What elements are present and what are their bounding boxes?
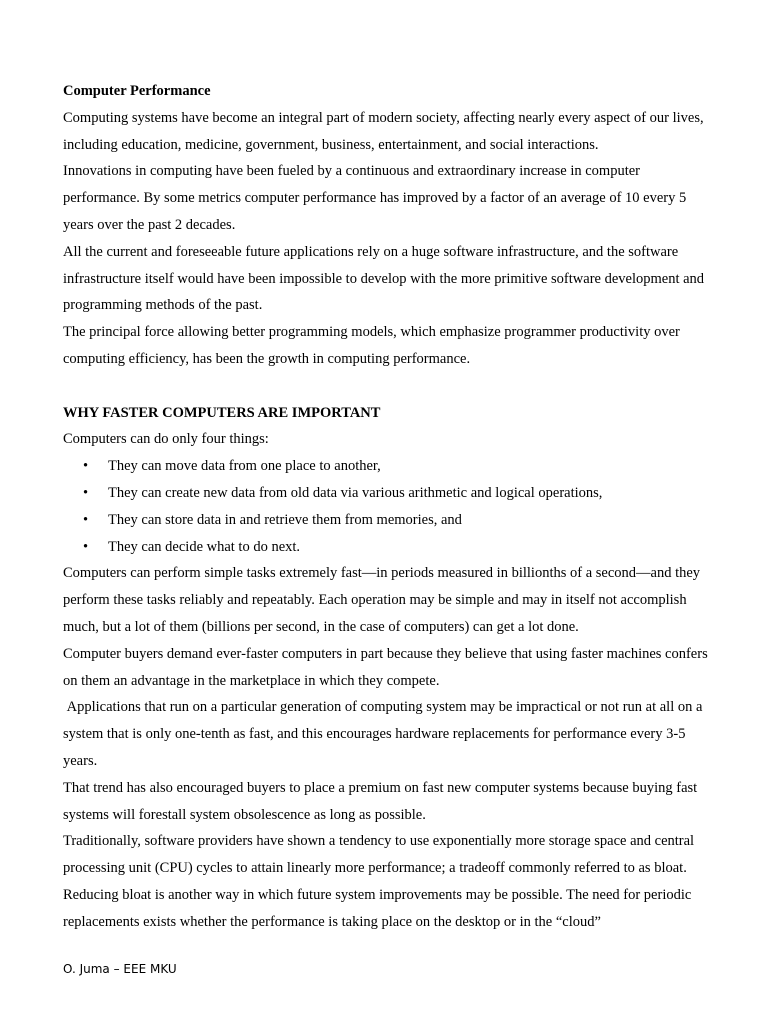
bullet-list <box>63 453 713 560</box>
bullet-text: They can create new data from old data via various arithmetic and logical operations, <box>108 484 603 501</box>
bullet-icon: • <box>83 538 89 555</box>
body-paragraph-2: Computer buyers demand ever-faster computers in part because they believe that using faster machines confers on them an advantage in the marketplace in which they compete. <box>63 645 708 689</box>
list-item <box>63 534 713 561</box>
body-paragraph-1: Computers can perform simple tasks extremely fast—in periods measured in billionths of a second—and they perform these tasks reliably and repeatably. Each operation may be simple and may in itself not accomplish much, but a lot of them (billions per second, in the case of computers) can get a lot done. <box>63 565 701 635</box>
list-item <box>63 480 713 507</box>
blank-line <box>63 373 713 400</box>
page-footer: O. Juma – EEE MKU <box>63 962 177 976</box>
body-paragraph-4: That trend has also encouraged buyers to place a premium on fast new computer systems because buying fast systems will forestall system obsolescence as long as possible. <box>63 779 698 823</box>
document-page <box>63 78 713 936</box>
bullet-text: They can store data in and retrieve them from memories, and <box>108 511 462 528</box>
document-title: Computer Performance <box>63 83 211 99</box>
body-paragraph-6: Reducing bloat is another way in which future system improvements may be possible. The need for periodic replacements exists whether the performance is taking place on the desktop or in the “cloud” <box>63 886 692 930</box>
bullet-icon: • <box>83 511 89 528</box>
intro-paragraph-4: The principal force allowing better programming models, which emphasize programmer productivity over computing efficiency, has been the growth in computing performance. <box>63 324 680 367</box>
bullet-text: They can decide what to do next. <box>108 538 301 555</box>
bullet-icon: • <box>83 484 89 501</box>
bullet-icon: • <box>83 458 89 475</box>
list-item <box>63 453 713 480</box>
list-item <box>63 507 713 534</box>
intro-paragraph-2: Innovations in computing have been fueled by a continuous and extraordinary increase in computer performance. By some metrics computer performance has improved by a factor of an average of 10 every 5 years over the past 2 decades. <box>63 163 687 233</box>
body-paragraph-5: Traditionally, software providers have shown a tendency to use exponentially more storage space and central processing unit (CPU) cycles to attain linearly more performance; a tradeoff commonly referred to as bloat. <box>63 833 695 877</box>
bullet-text: They can move data from one place to another, <box>108 458 381 475</box>
intro-paragraph-1: Computing systems have become an integral part of modern society, affecting nearly every aspect of our lives, including education, medicine, government, business, entertainment, and social interactions. <box>63 109 704 153</box>
section-lead: Computers can do only four things: <box>63 431 269 448</box>
intro-paragraph-3: All the current and foreseeable future applications rely on a huge software infrastructure, and the software infrastructure itself would have been impossible to develop with the more primitive software development and programming methods of the past. <box>63 243 705 314</box>
section-heading: WHY FASTER COMPUTERS ARE IMPORTANT <box>63 404 381 421</box>
body-paragraph-3: Applications that run on a particular generation of computing system may be impractical or not run at all on a system that is only one-tenth as fast, and this encourages hardware replacements for performance every 3-5 years. <box>63 699 707 769</box>
